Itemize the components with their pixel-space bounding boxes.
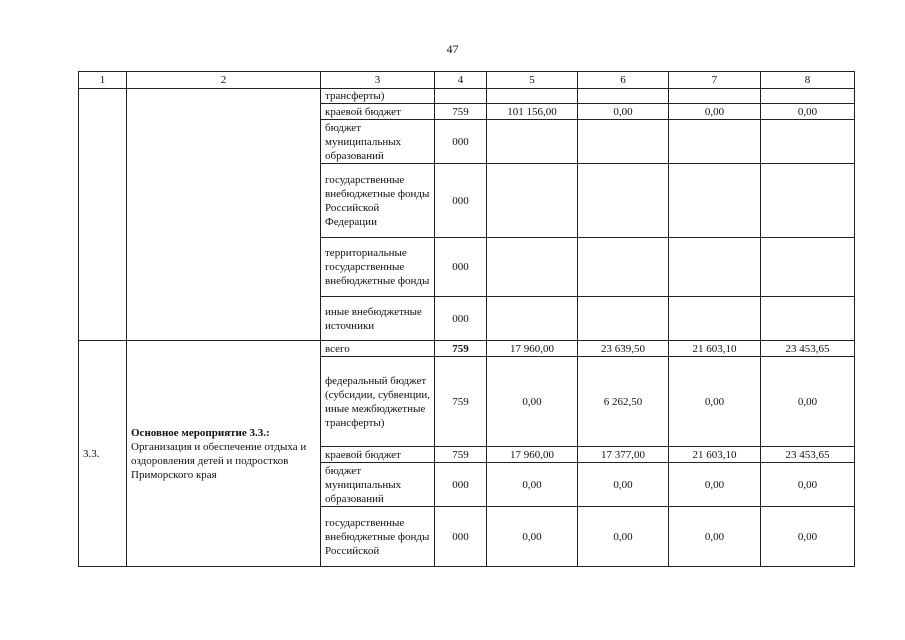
value-col-8 [761, 120, 855, 164]
page-number: 47 [446, 42, 459, 56]
measure-name-cell [127, 89, 321, 341]
budget-table [78, 71, 855, 567]
measure-title: Основное мероприятие 3.3.: [131, 426, 270, 439]
funding-source: государственные внебюджетные фонды Российской [321, 507, 435, 567]
value-col-8 [761, 89, 855, 104]
measure-name-cell [127, 341, 321, 567]
funding-source: бюджет муниципальных образований [321, 120, 435, 164]
value-col-5: 0,00 [487, 357, 578, 447]
value-col-5 [487, 297, 578, 341]
header-col-6: 6 [578, 72, 669, 89]
value-col-6: 23 639,50 [578, 341, 669, 357]
funding-source: трансферты) [321, 89, 435, 104]
header-col-1: 1 [79, 72, 127, 89]
value-col-7: 0,00 [669, 463, 761, 507]
value-col-8: 0,00 [761, 357, 855, 447]
value-col-8: 23 453,65 [761, 447, 855, 463]
funding-source: краевой бюджет [321, 104, 435, 120]
value-col-6 [578, 297, 669, 341]
budget-code: 000 [435, 120, 487, 164]
budget-code: 759 [435, 104, 487, 120]
value-col-7: 0,00 [669, 507, 761, 567]
value-col-8 [761, 297, 855, 341]
header-col-7: 7 [669, 72, 761, 89]
value-col-8 [761, 164, 855, 238]
value-col-7: 21 603,10 [669, 447, 761, 463]
budget-code: 759 [435, 447, 487, 463]
budget-code: 000 [435, 463, 487, 507]
value-col-8: 0,00 [761, 507, 855, 567]
funding-source: бюджет муниципальных образований [321, 463, 435, 507]
value-col-6 [578, 120, 669, 164]
budget-code: 000 [435, 507, 487, 567]
value-col-7 [669, 238, 761, 297]
table-row [79, 89, 855, 104]
value-col-5 [487, 120, 578, 164]
value-col-7: 21 603,10 [669, 341, 761, 357]
value-col-6: 0,00 [578, 507, 669, 567]
value-col-6 [578, 89, 669, 104]
budget-code: 759 [435, 341, 487, 357]
value-col-5: 101 156,00 [487, 104, 578, 120]
row-number: 3.3. [79, 341, 127, 567]
value-col-5: 0,00 [487, 463, 578, 507]
value-col-6: 17 377,00 [578, 447, 669, 463]
funding-source: федеральный бюджет (субсидии, субвенции, иные межбюджетные трансферты) [321, 357, 435, 447]
value-col-6: 6 262,50 [578, 357, 669, 447]
header-col-3: 3 [321, 72, 435, 89]
value-col-7: 0,00 [669, 104, 761, 120]
measure-description: Организация и обеспечение отдыха и оздоровления детей и подростков Приморского края [131, 440, 307, 481]
value-col-7 [669, 89, 761, 104]
header-col-5: 5 [487, 72, 578, 89]
value-col-5 [487, 89, 578, 104]
funding-source: всего [321, 341, 435, 357]
value-col-8: 0,00 [761, 463, 855, 507]
value-col-7 [669, 297, 761, 341]
value-col-6: 0,00 [578, 463, 669, 507]
value-col-5: 0,00 [487, 507, 578, 567]
value-col-6 [578, 238, 669, 297]
row-number-cell [79, 89, 127, 341]
value-col-6 [578, 164, 669, 238]
value-col-5 [487, 164, 578, 238]
value-col-5: 17 960,00 [487, 447, 578, 463]
budget-code: 759 [435, 357, 487, 447]
header-col-8: 8 [761, 72, 855, 89]
value-col-5 [487, 238, 578, 297]
budget-code: 000 [435, 238, 487, 297]
header-col-2: 2 [127, 72, 321, 89]
budget-code: 000 [435, 297, 487, 341]
value-col-6: 0,00 [578, 104, 669, 120]
value-col-7: 0,00 [669, 357, 761, 447]
table-row [79, 341, 855, 357]
funding-source: иные внебюджетные источники [321, 297, 435, 341]
value-col-7 [669, 120, 761, 164]
value-col-7 [669, 164, 761, 238]
funding-source: краевой бюджет [321, 447, 435, 463]
funding-source: государственные внебюджетные фонды Российской Федерации [321, 164, 435, 238]
header-col-4: 4 [435, 72, 487, 89]
funding-source: территориальные государственные внебюджетные фонды [321, 238, 435, 297]
value-col-8 [761, 238, 855, 297]
value-col-5: 17 960,00 [487, 341, 578, 357]
header-row [79, 72, 855, 89]
value-col-8: 23 453,65 [761, 341, 855, 357]
value-col-8: 0,00 [761, 104, 855, 120]
budget-code: 000 [435, 164, 487, 238]
budget-code [435, 89, 487, 104]
